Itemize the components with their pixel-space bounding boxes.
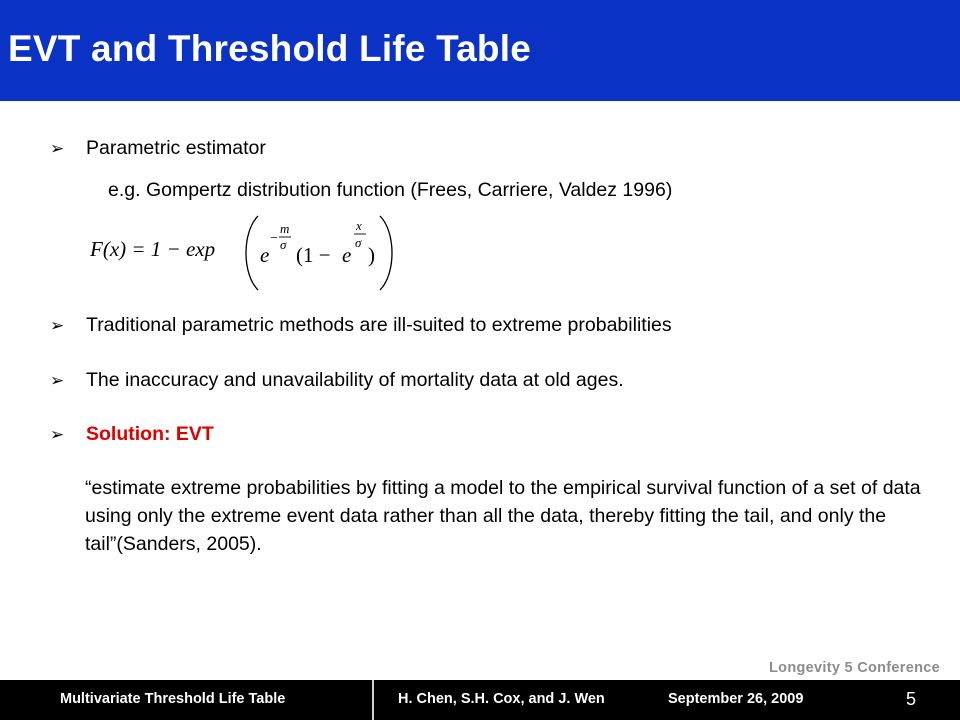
sanders-quote: “estimate extreme probabilities by fitting a model to the empirical survival function of a set of data using only the extreme event data rather than all the data, thereby fitting the tail, and only the tail”(Sanders, 2005). <box>85 477 921 555</box>
formula-inner-e: e <box>342 243 352 267</box>
bullet-text: Traditional parametric methods are ill-suited to extreme probabilities <box>86 314 672 336</box>
formula-inner-open: (1 − <box>296 243 331 267</box>
arrow-bullet-icon: ➢ <box>50 425 65 445</box>
conference-label: Longevity 5 Conference <box>769 660 940 676</box>
footer-divider <box>372 680 374 720</box>
footer-date: September 26, 2009 <box>668 691 804 707</box>
footer-bar <box>0 680 960 720</box>
footer-authors: H. Chen, S.H. Cox, and J. Wen <box>398 691 605 707</box>
bullet-text: Parametric estimator <box>86 137 266 159</box>
formula-exp2-num: x <box>356 218 362 233</box>
formula-exp2-den: σ <box>355 235 362 250</box>
arrow-bullet-icon: ➢ <box>50 139 65 159</box>
formula-exp1-sign: − <box>270 231 278 246</box>
formula-close-paren <box>380 216 392 290</box>
formula-exp1-den: σ <box>280 237 287 252</box>
gompertz-example-line: e.g. Gompertz distribution function (Frees, Carriere, Valdez 1996) <box>108 179 673 201</box>
formula-inner-close: ) <box>368 243 375 267</box>
formula-lhs: F(x) = 1 − exp <box>90 237 216 261</box>
bullet-text: The inaccuracy and unavailability of mortality data at old ages. <box>86 369 624 391</box>
bullet-traditional-methods <box>50 313 672 338</box>
formula-exp1-num: m <box>280 221 290 236</box>
page-number: 5 <box>906 689 917 709</box>
solution-highlight-text: Solution: EVT <box>86 423 214 445</box>
bullet-solution-evt <box>50 422 214 447</box>
bullet-parametric-estimator <box>50 136 266 161</box>
formula-graphic <box>90 212 400 292</box>
formula-base-e: e <box>260 243 270 267</box>
gompertz-formula <box>90 212 400 292</box>
footer-presentation-title: Multivariate Threshold Life Table <box>60 691 286 707</box>
formula-open-paren <box>246 216 258 290</box>
bullet-inaccuracy <box>50 368 624 393</box>
arrow-bullet-icon: ➢ <box>50 371 65 391</box>
slide-title: EVT and Threshold Life Table <box>8 28 531 69</box>
arrow-bullet-icon: ➢ <box>50 316 65 336</box>
